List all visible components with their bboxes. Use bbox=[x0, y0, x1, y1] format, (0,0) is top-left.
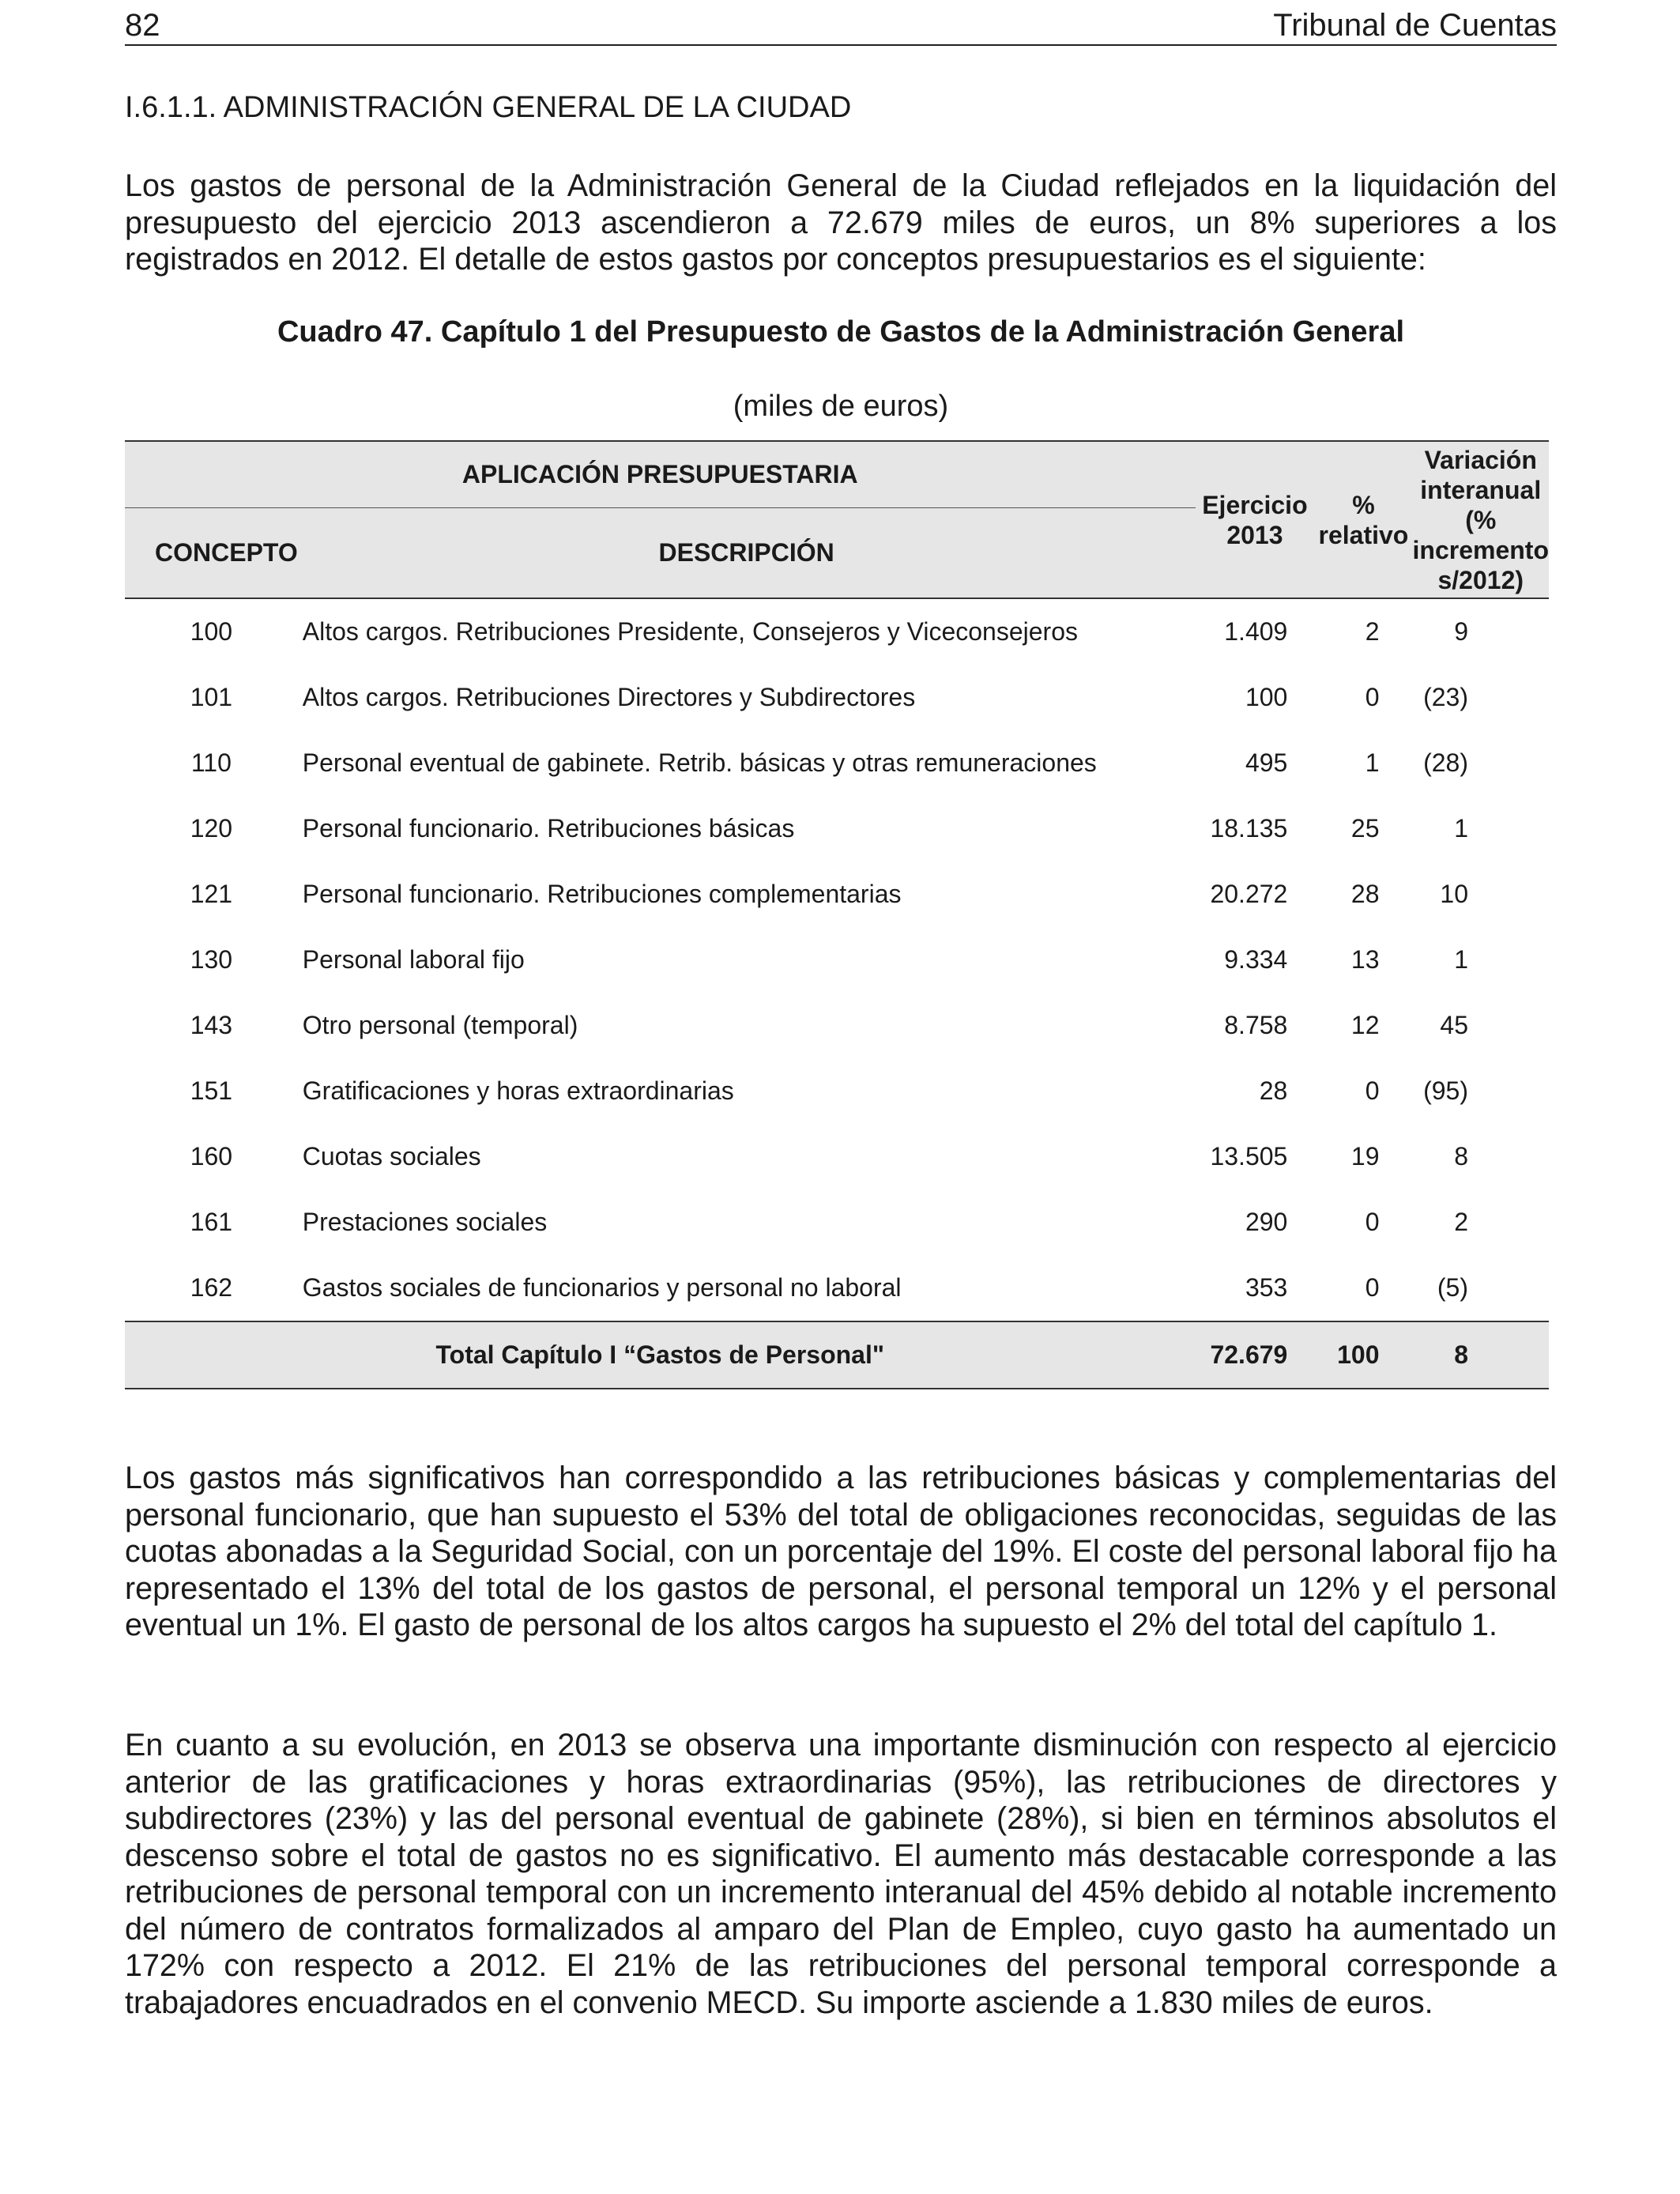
section-heading: I.6.1.1. ADMINISTRACIÓN GENERAL DE LA CIUDAD bbox=[125, 91, 852, 124]
row-code: 130 bbox=[190, 945, 233, 974]
row-variacion: (95) bbox=[1423, 1076, 1468, 1105]
header-ejercicio-2013 bbox=[1196, 441, 1315, 598]
analysis-paragraph: Los gastos más significativos han correspondido a las retribuciones básicas y complementarias del personal funcionario, que han supuesto el 53% del total de obligaciones reconocidas, seguidas de las cuotas abonadas a la Seguridad Social, con un porcentaje del 19%. El coste del personal laboral fijo ha representado el 13% del total de los gastos de personal, el personal temporal un 12% y el personal eventual un 1%. El gasto de personal de los altos cargos ha supuesto el 2% del total del capítulo 1. bbox=[125, 1461, 1557, 1642]
table-row bbox=[125, 1255, 1549, 1321]
row-relativo: 0 bbox=[1365, 1076, 1380, 1105]
row-ejercicio: 28 bbox=[1259, 1076, 1288, 1105]
row-relativo: 25 bbox=[1350, 814, 1380, 843]
total-ejercicio: 72.679 bbox=[1196, 1321, 1315, 1389]
total-relativo: 100 bbox=[1314, 1321, 1412, 1389]
table-body bbox=[125, 598, 1549, 1389]
header-ejercicio-line2: 2013 bbox=[1226, 520, 1283, 549]
header-aplicacion-presupuestaria: APLICACIÓN PRESUPUESTARIA bbox=[125, 441, 1196, 508]
total-label: Total Capítulo I “Gastos de Personal" bbox=[125, 1321, 1196, 1389]
row-variacion: (5) bbox=[1437, 1273, 1468, 1302]
table-caption: Cuadro 47. Capítulo 1 del Presupuesto de Gastos de la Administración General bbox=[277, 315, 1405, 349]
intro-paragraph: Los gastos de personal de la Administración General de la Ciudad reflejados en la liquidación del presupuesto del ejercicio 2013 ascendieron a 72.679 miles de euros, un 8% superiores a los registrados en 2012. El detalle de estos gastos por conceptos presupuestarios es el siguiente: bbox=[125, 168, 1557, 277]
row-variacion: 1 bbox=[1454, 945, 1468, 974]
row-ejercicio: 8.758 bbox=[1224, 1011, 1288, 1039]
row-description: Gastos sociales de funcionarios y personal no laboral bbox=[302, 1273, 902, 1302]
row-relativo: 13 bbox=[1350, 945, 1380, 974]
header-descripcion: DESCRIPCIÓN bbox=[298, 508, 1196, 599]
row-relativo: 19 bbox=[1350, 1142, 1380, 1171]
table-row bbox=[125, 598, 1549, 665]
row-relativo: 12 bbox=[1350, 1011, 1380, 1039]
row-code: 101 bbox=[190, 683, 233, 711]
row-variacion: 1 bbox=[1454, 814, 1468, 843]
table-row bbox=[125, 1058, 1549, 1124]
row-ejercicio: 353 bbox=[1245, 1273, 1288, 1302]
row-code: 160 bbox=[190, 1142, 233, 1171]
row-ejercicio: 495 bbox=[1245, 748, 1288, 777]
row-relativo: 28 bbox=[1350, 880, 1380, 908]
row-variacion: 2 bbox=[1454, 1208, 1468, 1236]
header-variacion-line4: s/2012) bbox=[1437, 565, 1524, 594]
evolution-paragraph: En cuanto a su evolución, en 2013 se observa una importante disminución con respecto al ejercicio anterior de las gratificaciones y horas extraordinarias (95%), las retribuciones de directores y subdirectores (23%) y las del personal eventual de gabinete (28%), si bien en términos absolutos el descenso sobre el total de gastos no es significativo. El aumento más destacable corresponde a las retribuciones de personal temporal con un incremento interanual del 45% debido al notable incremento del número de contratos formalizados al amparo del Plan de Empleo, cuyo gasto ha aumentado un 172% con respecto a 2012. El 21% de las retribuciones del personal temporal corresponde a trabajadores encuadrados en el convenio MECD. Su importe asciende a 1.830 miles de euros. bbox=[125, 1728, 1557, 2020]
row-code: 120 bbox=[190, 814, 233, 843]
header-variacion-interanual bbox=[1413, 441, 1550, 598]
row-variacion: (23) bbox=[1423, 683, 1468, 711]
header-relativo-line1: % bbox=[1352, 490, 1375, 519]
row-description: Personal funcionario. Retribuciones complementarias bbox=[302, 880, 902, 908]
row-description: Altos cargos. Retribuciones Directores y Subdirectores bbox=[302, 683, 916, 711]
table-row bbox=[125, 665, 1549, 730]
budget-table bbox=[125, 440, 1549, 1389]
header-ejercicio-line1: Ejercicio bbox=[1202, 490, 1308, 519]
table-total-row bbox=[125, 1321, 1549, 1389]
row-ejercicio: 20.272 bbox=[1210, 880, 1288, 908]
header-variacion-line3: (% incremento bbox=[1412, 505, 1549, 564]
running-title: Tribunal de Cuentas bbox=[1273, 8, 1557, 43]
row-description: Cuotas sociales bbox=[302, 1142, 481, 1171]
table-row bbox=[125, 927, 1549, 993]
row-variacion: 10 bbox=[1440, 880, 1468, 908]
row-variacion: 8 bbox=[1454, 1142, 1468, 1171]
table-row bbox=[125, 1124, 1549, 1189]
row-relativo: 1 bbox=[1365, 748, 1380, 777]
row-code: 100 bbox=[190, 617, 233, 646]
total-variacion: 8 bbox=[1413, 1321, 1550, 1389]
header-variacion-line1: Variación bbox=[1424, 445, 1537, 474]
row-description: Gratificaciones y horas extraordinarias bbox=[302, 1076, 734, 1105]
table-units: (miles de euros) bbox=[733, 390, 949, 423]
row-ejercicio: 100 bbox=[1245, 683, 1288, 711]
row-variacion: 9 bbox=[1454, 617, 1468, 646]
row-ejercicio: 9.334 bbox=[1224, 945, 1288, 974]
row-relativo: 2 bbox=[1365, 617, 1380, 646]
header-relativo-line2: relativo bbox=[1318, 520, 1409, 549]
header-concepto: CONCEPTO bbox=[125, 508, 298, 599]
row-description: Altos cargos. Retribuciones Presidente, Consejeros y Viceconsejeros bbox=[302, 617, 1078, 646]
row-ejercicio: 13.505 bbox=[1210, 1142, 1288, 1171]
row-ejercicio: 18.135 bbox=[1210, 814, 1288, 843]
row-description: Personal funcionario. Retribuciones básicas bbox=[302, 814, 795, 843]
page-number: 82 bbox=[125, 8, 160, 43]
row-description: Personal eventual de gabinete. Retrib. básicas y otras remuneraciones bbox=[302, 748, 1097, 777]
row-ejercicio: 290 bbox=[1245, 1208, 1288, 1236]
row-code: 151 bbox=[190, 1076, 233, 1105]
table-row bbox=[125, 1189, 1549, 1255]
row-relativo: 0 bbox=[1365, 1208, 1380, 1236]
header-porcentaje-relativo bbox=[1314, 441, 1412, 598]
row-code: 121 bbox=[190, 880, 233, 908]
table-row bbox=[125, 730, 1549, 796]
running-header bbox=[125, 6, 1557, 46]
row-relativo: 0 bbox=[1365, 1273, 1380, 1302]
header-variacion-line2: interanual bbox=[1420, 475, 1542, 504]
row-code: 110 bbox=[190, 748, 232, 777]
table-row bbox=[125, 796, 1549, 861]
row-code: 161 bbox=[190, 1208, 233, 1236]
row-variacion: 45 bbox=[1440, 1011, 1468, 1039]
row-description: Personal laboral fijo bbox=[302, 945, 525, 974]
row-relativo: 0 bbox=[1365, 683, 1380, 711]
row-variacion: (28) bbox=[1423, 748, 1468, 777]
row-description: Otro personal (temporal) bbox=[302, 1011, 578, 1039]
table-row bbox=[125, 993, 1549, 1058]
row-ejercicio: 1.409 bbox=[1224, 617, 1288, 646]
row-code: 162 bbox=[190, 1273, 233, 1302]
row-description: Prestaciones sociales bbox=[302, 1208, 548, 1236]
table-row bbox=[125, 861, 1549, 927]
row-code: 143 bbox=[190, 1011, 233, 1039]
